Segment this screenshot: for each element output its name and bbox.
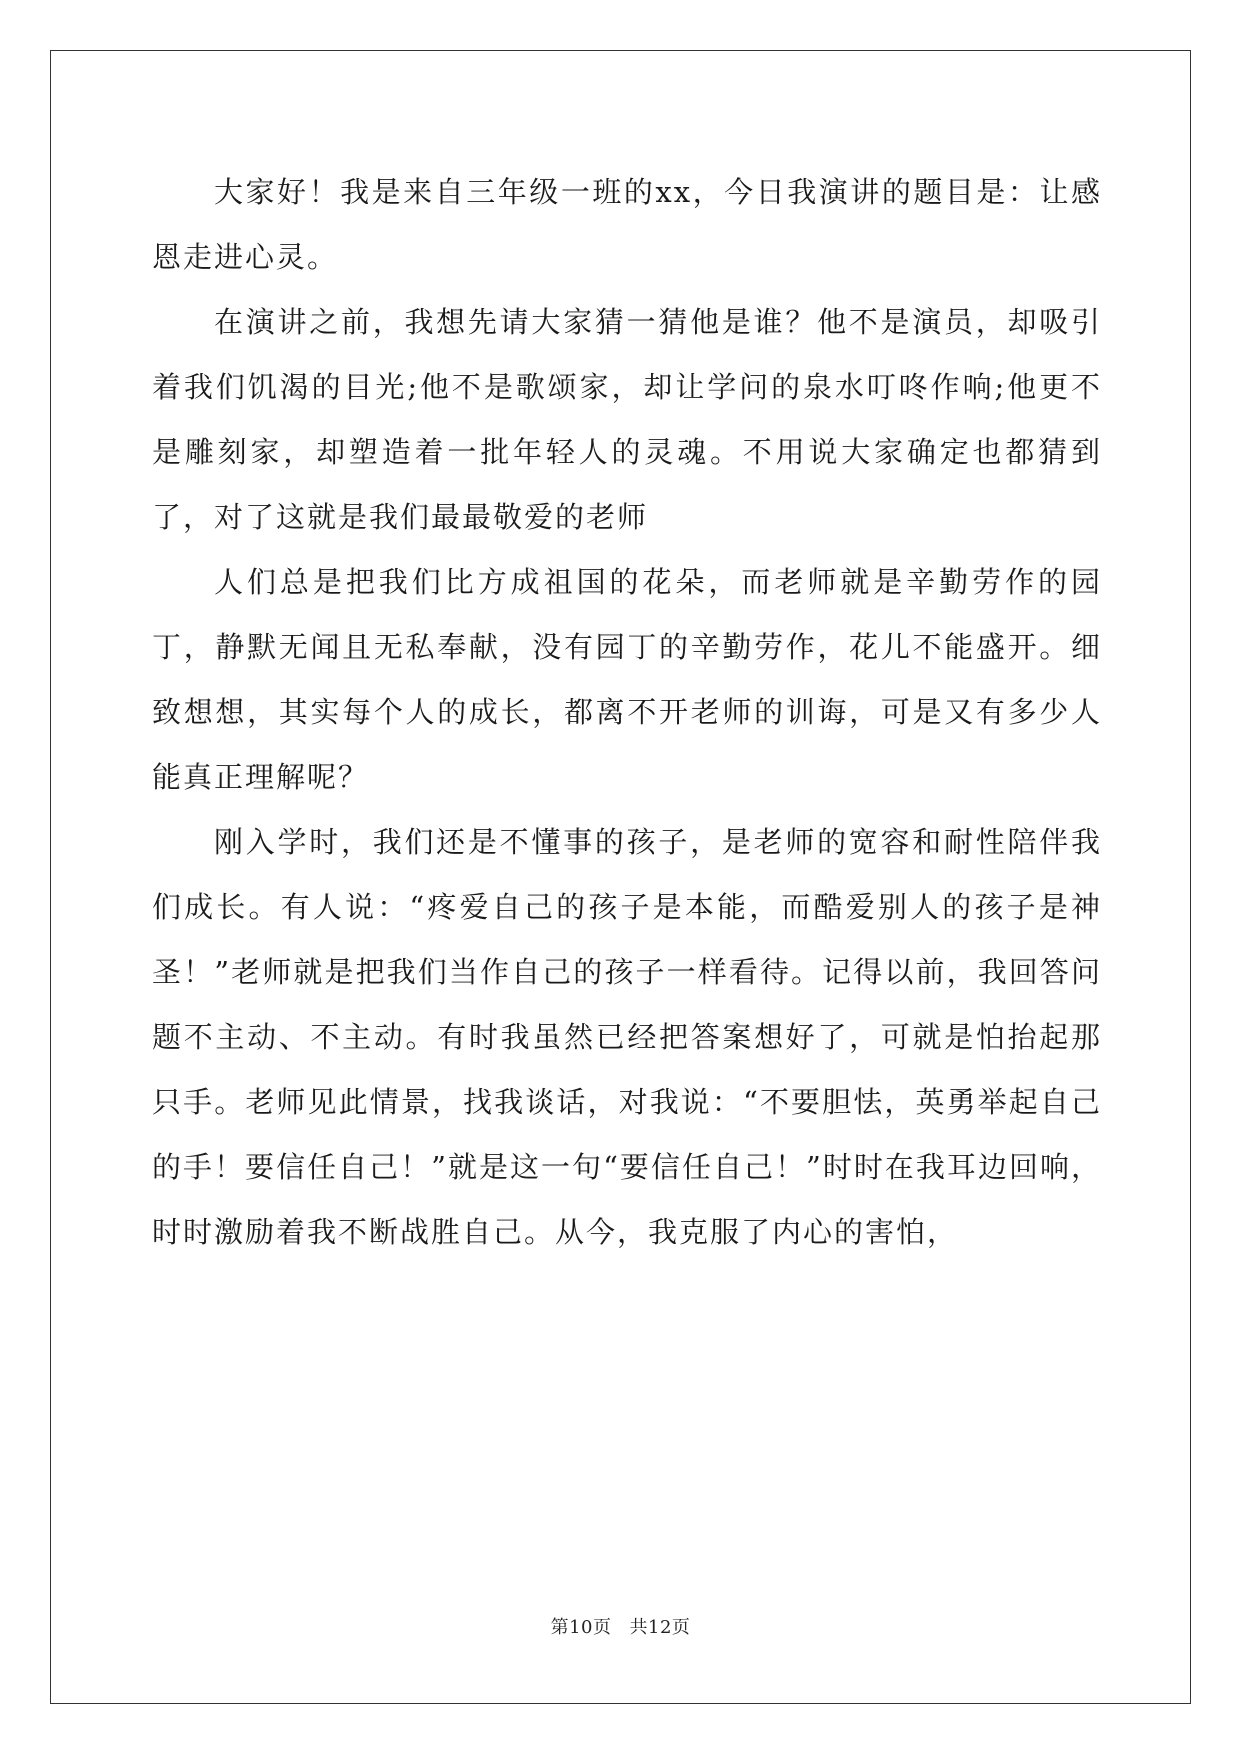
paragraph-2: 在演讲之前，我想先请大家猜一猜他是谁？他不是演员，却吸引着我们饥渴的目光;他不是歌颂家，却让学问的泉水叮咚作响;他更不是雕刻家，却塑造着一批年轻人的灵魂。不用说大家确定也都猜到了，对了这就是我们最最敬爱的老师 [152, 305, 1102, 534]
document-body [152, 160, 1102, 1265]
paragraph-3: 人们总是把我们比方成祖国的花朵，而老师就是辛勤劳作的园丁，静默无闻且无私奉献，没有园丁的辛勤劳作，花儿不能盛开。细致想想，其实每个人的成长，都离不开老师的训诲，可是又有多少人能真正理解呢？ [152, 565, 1102, 794]
paragraph-4: 刚入学时，我们还是不懂事的孩子，是老师的宽容和耐性陪伴我们成长。有人说：“疼爱自己的孩子是本能，而酷爱别人的孩子是神圣！”老师就是把我们当作自己的孩子一样看待。记得以前，我回答问题不主动、不主动。有时我虽然已经把答案想好了，可就是怕抬起那只手。老师见此情景，找我谈话，对我说：“不要胆怯，英勇举起自己的手！要信任自己！”就是这一句“要信任自己！”时时在我耳边回响，时时激励着我不断战胜自己。从今，我克服了内心的害怕， [152, 825, 1102, 1249]
page-footer [0, 1613, 1241, 1639]
page-total: 共12页 [629, 1617, 691, 1638]
page-number: 第10页 [550, 1617, 612, 1638]
paragraph-1: 大家好！我是来自三年级一班的xx，今日我演讲的题目是：让感恩走进心灵。 [152, 175, 1102, 274]
